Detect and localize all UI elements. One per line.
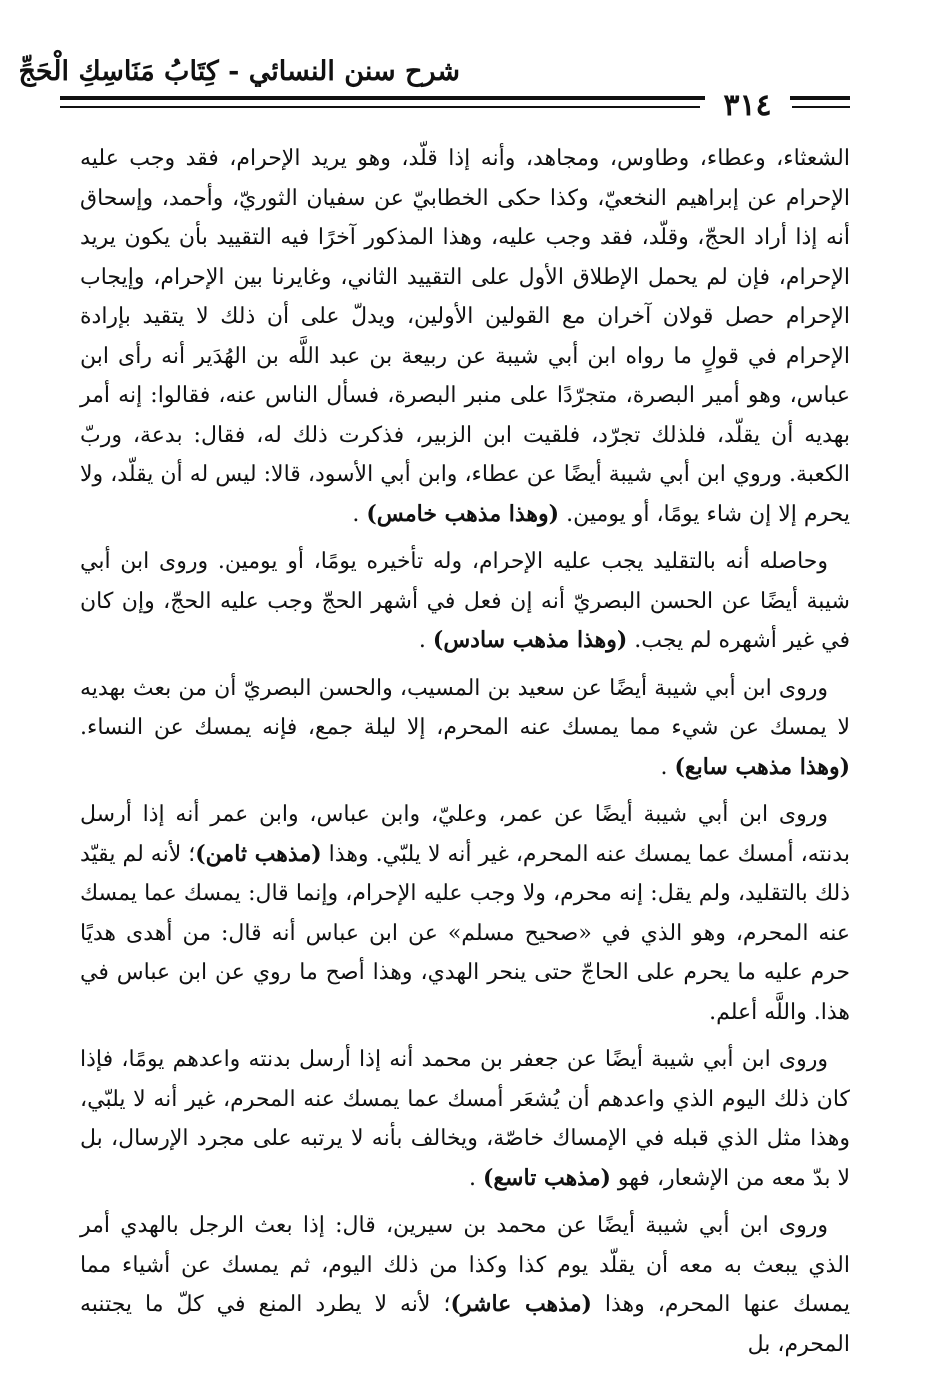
school-count-label: (وهذا مذهب خامس) [366, 500, 560, 527]
running-header-title: شرح سنن النسائي - كِتَابُ مَنَاسِكِ الْحَجِّ [18, 56, 460, 87]
school-count-label: (مذهب ثامن) [195, 840, 322, 867]
header-rule-thin-right [792, 106, 850, 108]
paragraph-text: ؛ لأنه لم يقيّد ذلك بالتقليد، ولم يقل: إنه محرم، ولا وجب عليه الإحرام، وإنما قال: يمسك عما يمسك عنه المحرم، وهو الذي في «صحيح مسلم» عن ابن عباس أنه قال: من أهدى هديًا حرم عليه ما يحرم على الحاجّ حتى ينحر الهدي، وهذا أصح ما روي عن ابن عباس في هذا. واللَّه أعلم. [80, 841, 850, 1025]
paragraph [80, 669, 850, 788]
school-count-label: (مذهب تاسع) [482, 1164, 611, 1191]
paragraph-text: الشعثاء، وعطاء، وطاوس، ومجاهد، وأنه إذا قلّد، وهو يريد الإحرام، فقد وجب عليه الإحرام عن إبراهيم النخعيّ، وكذا حكى الخطابيّ عن سفيان الثوريّ، وأحمد، وإسحاق أنه إذا أراد الحجّ، وقلّد، فقد وجب عليه، وهذا المذكور آخرًا فيه التقييد بأن يكون يريد الإحرام، فإن لم يحمل الإطلاق الأول على التقييد الثاني، وغايرنا بين الإحرام، وإيجاب الإحرام حصل قولان آخران مع القولين الأولين، ويدلّ على أن ذلك لا يتقيد بإرادة الإحرام في قولٍ ما رواه ابن أبي شيبة عن ربيعة بن عبد اللَّه بن الهُدَير أنه رأى ابن عباس، وهو أمير البصرة، متجرّدًا على منبر البصرة، فسأل الناس عنه، فقالوا: إنه أمر بهديه أن يقلّد، فلذلك تجرّد، فلقيت ابن الزبير، فذكرت ذلك له، فقال: بدعة، وربّ الكعبة. وروي ابن أبي شيبة أيضًا عن عطاء، وابن أبي الأسود، قالا: ليس له أن يقلّد، ولا يحرم إلا إن شاء يومًا، أو يومين. [80, 146, 850, 527]
paragraph [80, 542, 850, 661]
school-count-label: (وهذا مذهب سادس) [432, 627, 628, 653]
paragraph [80, 1206, 850, 1364]
paragraph-text: . [352, 501, 360, 527]
paragraph-text: وروى ابن أبي شيبة أيضًا عن جعفر بن محمد أنه إذا أرسل بدنته واعدهم يومًا، فإذا كان ذلك اليوم الذي واعدهم أن يُشعَر أمسك عما يمسك عنه المحرم، غير أنه لا يلبّي، وهذا مثل الذي قبله في الإمساك خاصّة، ويخالف بأنه لا يرتبه على مجرد الإرسال، بل لا بدّ معه من الإشعار، فهو [80, 1047, 850, 1191]
paragraph-text: . [418, 628, 426, 653]
paragraph-text: . [468, 1165, 476, 1191]
paragraph [80, 1040, 850, 1198]
paragraph-text: وحاصله أنه بالتقليد يجب عليه الإحرام، وله تأخيره يومًا، أو يومين. وروى ابن أبي شيبة أيضًا عن الحسن البصريّ أنه إن فعل في أشهر الحجّ وجب عليه الحجّ، وإن كان في غير أشهره لم يجب. [80, 549, 850, 653]
paragraph [80, 795, 850, 1032]
paragraph [80, 139, 850, 534]
paragraph-text: ؛ لأنه لا يطرد المنع في كلّ ما يجتنبه المحرم، بل [80, 1292, 850, 1357]
paragraph-text: وروى ابن أبي شيبة أيضًا عن محمد بن سيرين، قال: إذا بعث الرجل بالهدي أمر الذي يبعث به معه أن يقلّد يوم كذا وكذا من ذلك اليوم، ثم يمسك عن أشياء مما يمسك عنها المحرم، وهذا [80, 1213, 850, 1317]
body-text [80, 139, 850, 1372]
paragraph-text: وروى ابن أبي شيبة أيضًا عن سعيد بن المسيب، والحسن البصريّ أن من بعث بهديه لا يمسك عن شيء مما يمسك عنه المحرم، إلا ليلة جمع، فإنه يمسك عن النساء. [80, 675, 850, 740]
school-count-label: (وهذا مذهب سابع) [674, 753, 850, 780]
paragraph-text: . [660, 754, 668, 780]
school-count-label: (مذهب عاشر) [450, 1291, 592, 1317]
paragraph-text: وروى ابن أبي شيبة أيضًا عن عمر، وعليّ، وابن عباس، وابن عمر أنه إذا أرسل بدنته، أمسك عما يمسك عنه المحرم، غير أنه لا يلبّي. وهذا [80, 802, 850, 867]
header-rule-thin-left [60, 106, 700, 108]
page-number: ٣١٤ [705, 86, 790, 126]
